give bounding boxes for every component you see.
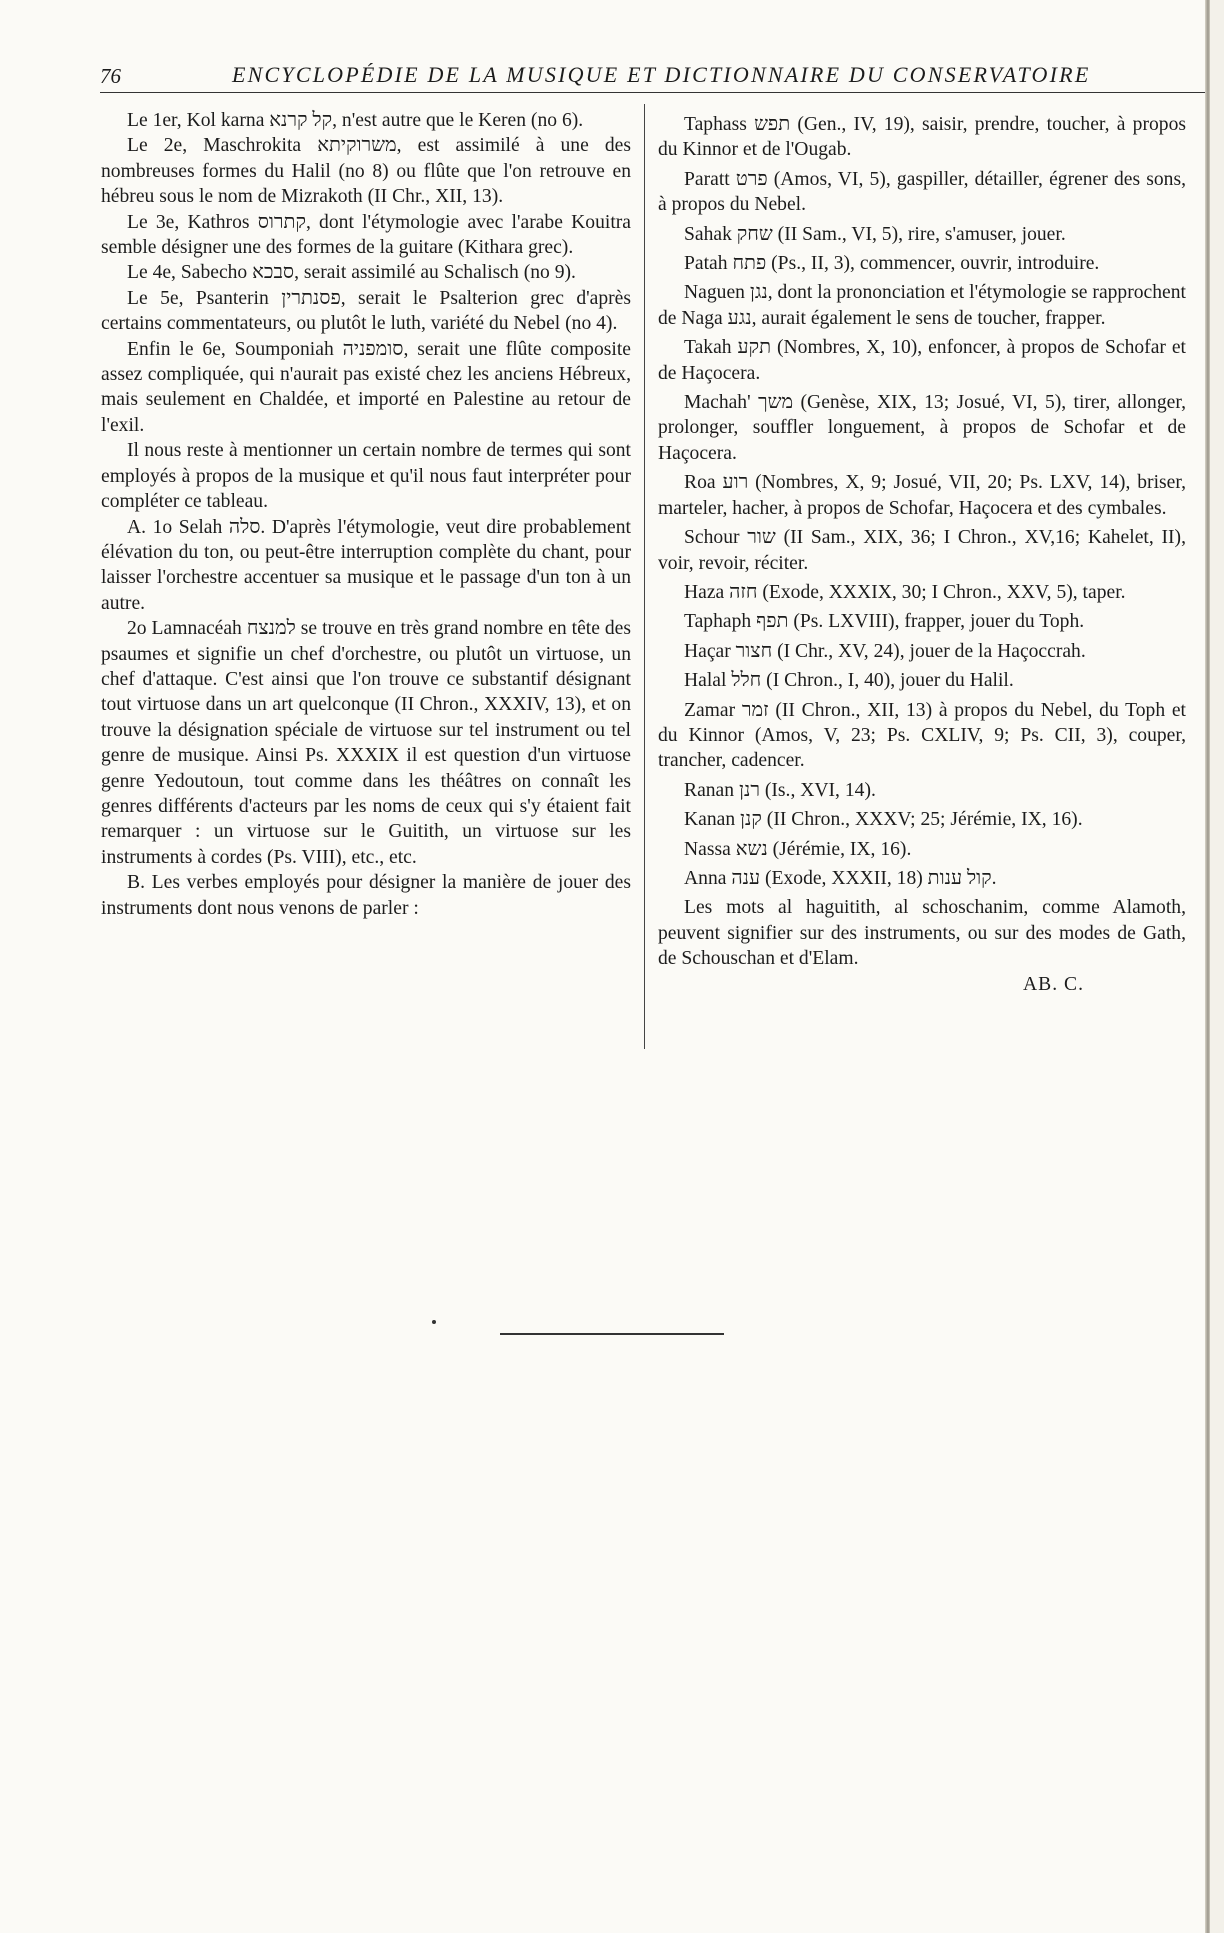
paragraph: Naguen נגן, dont la prononciation et l'étymologie se rapprochent de Naga נגע, aurait également le sens de toucher, frapper. — [658, 282, 1186, 329]
paragraph: Zamar זמר (II Chron., XII, 13) à propos du Nebel, du Toph et du Kinnor (Amos, V, 23; Ps. CXLIV, 9; Ps. CII, 3), couper, trancher, cadencer. — [658, 699, 1186, 772]
paragraph: Machah' משך (Genèse, XIX, 13; Josué, VI, 5), tirer, allonger, prolonger, souffler longuement, à propos de Schofar et de Haçocera. — [658, 392, 1186, 464]
running-title: ENCYCLOPÉDIE DE LA MUSIQUE ET DICTIONNAIRE DU CONSERVATOIRE — [232, 62, 1091, 87]
paragraph: B. Les verbes employés pour désigner la manière de jouer des instruments dont nous venons de parler : — [101, 872, 631, 919]
paragraph: Anna ענה (Exode, XXXII, 18) קול ענות. — [684, 867, 997, 889]
paragraph: 2o Lamnacéah למנצח se trouve en très grand nombre en tête des psaumes et signifie un chef d'orchestre, ou plutôt un virtuose, un chef d'attaque. C'est ainsi que l'on trouve ce substantif désignant tout virtuose dans un art quelconque (II Chron., XXXIV, 13), et on trouve la désignation spéciale de virtuose sur tel instrument ou tel genre de musique. Ainsi Ps. XXXIX il est question d'un virtuose genre Yedoutoun, tout comme dans les théâtres on connaît les genres différents d'acteurs par les noms de ceux qui s'y étaient fait remarquer : un virtuose sur le Guitith, un virtuose sur les instruments à cordes (Ps. VIII), etc., etc. — [101, 618, 631, 868]
paragraph: Le 2e, Maschrokita משרוקיתא, est assimilé à une des nombreuses formes du Halil (no 8) ou flûte que l'on retrouve en hébreu sous le nom de Mizrakoth (II Chr., XII, 13). — [101, 135, 631, 208]
paragraph: Patah פתח (Ps., II, 3), commencer, ouvrir, introduire. — [684, 253, 1100, 275]
paragraph: Sahak שחק (II Sam., VI, 5), rire, s'amuser, jouer. — [684, 223, 1066, 245]
paragraph: Ranan רנן (Is., XVI, 14). — [684, 779, 876, 801]
paragraph: Taphass תפש (Gen., IV, 19), saisir, prendre, toucher, à propos du Kinnor et de l'Ougab. — [658, 114, 1186, 161]
paragraph: Kanan קנן (II Chron., XXXV; 25; Jérémie, IX, 16). — [684, 809, 1083, 831]
left-column — [101, 108, 631, 921]
paragraph: Roa רוע (Nombres, X, 9; Josué, VII, 20; Ps. LXV, 14), briser, marteler, hacher, à propos de Schofar, Haçocera et des cymbales. — [658, 472, 1186, 519]
paragraph: A. 1o Selah סלה. D'après l'étymologie, veut dire probablement élévation du ton, ou peut-être interruption complète du chant, pour laisser l'orchestre accentuer sa musique et le passage d'un ton à un autre. — [101, 516, 631, 614]
column-divider — [644, 104, 645, 1049]
paragraph: Le 5e, Psanterin פסנתרין, serait le Psalterion grec d'après certains commentateurs, ou plutôt le luth, variété du Nebel (no 4). — [101, 287, 631, 335]
paragraph: Takah תקע (Nombres, X, 10), enfoncer, à propos de Schofar et de Haçocera. — [658, 337, 1186, 384]
right-column — [658, 108, 1186, 997]
page-number: 76 — [100, 64, 121, 88]
page-header — [100, 62, 1205, 93]
signature: AB. C. — [1023, 973, 1084, 995]
paragraph: Le 1er, Kol karna קל קרנא, n'est autre que le Keren (no 6). — [127, 110, 584, 131]
binding-edge — [1205, 0, 1210, 1933]
footer-rule — [500, 1333, 724, 1335]
paragraph: Nassa נשא (Jérémie, IX, 16). — [684, 838, 912, 860]
paragraph: Les mots al haguitith, al schoschanim, comme Alamoth, peuvent signifier sur des instruments, ou sur des modes de Gath, de Schouschan et d'Elam. — [658, 897, 1186, 970]
footer-dot — [432, 1320, 436, 1324]
paragraph: Halal חלל (I Chron., I, 40), jouer du Halil. — [684, 670, 1014, 692]
binding-shadow — [1210, 0, 1224, 1933]
paragraph: Paratt פרט (Amos, VI, 5), gaspiller, détailler, égrener des sons, à propos du Nebel. — [658, 168, 1186, 216]
paragraph: Haza חזה (Exode, XXXIX, 30; I Chron., XXV, 5), taper. — [684, 581, 1126, 603]
paragraph: Il nous reste à mentionner un certain nombre de termes qui sont employés à propos de la musique et qu'il nous faut interpréter pour compléter ce tableau. — [101, 440, 631, 513]
paragraph: Enfin le 6e, Soumponiah סומפניה, serait une flûte composite assez compliquée, qui n'aurait pas existé chez les anciens Hébreux, mais seulement en Chaldée, et importé en Palestine au retour de l'exil. — [101, 338, 631, 436]
paragraph: Le 3e, Kathros קתרוס, dont l'étymologie avec l'arabe Kouitra semble désigner une des formes de la guitare (Kithara grec). — [101, 211, 631, 259]
paragraph: Le 4e, Sabecho סבכא, serait assimilé au Schalisch (no 9). — [127, 262, 576, 284]
paragraph: Taphaph תפף (Ps. LXVIII), frapper, jouer du Toph. — [684, 611, 1085, 633]
paragraph: Haçar חצור (I Chr., XV, 24), jouer de la Haçoccrah. — [684, 640, 1086, 662]
paragraph: Schour שור (II Sam., XIX, 36; I Chron., XV,16; Kahelet, II), voir, revoir, réciter. — [658, 527, 1186, 574]
